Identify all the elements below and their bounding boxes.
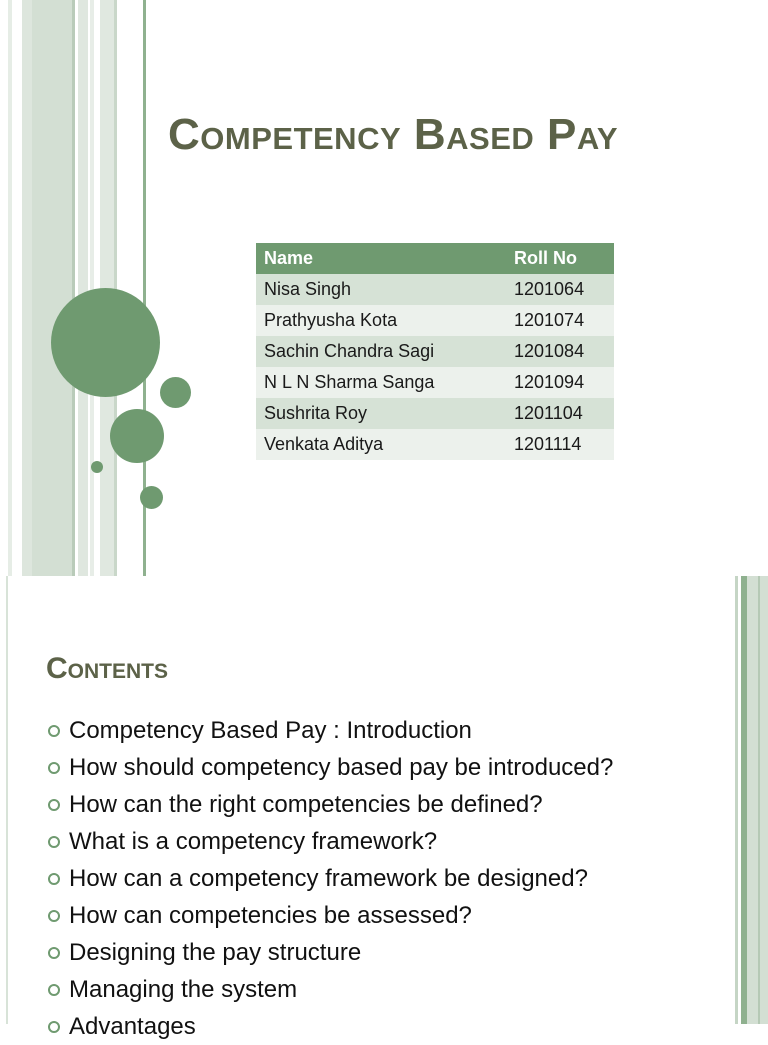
slide-title: Competency Based Pay: [168, 110, 619, 159]
cell-name: Sachin Chandra Sagi: [256, 336, 506, 367]
list-item-text: What is a competency framework?: [69, 828, 438, 855]
decorative-circle-tiny: [91, 461, 103, 473]
list-item: [46, 897, 726, 934]
list-item: [46, 934, 726, 971]
list-item-text: How should competency based pay be introduced?: [69, 754, 614, 781]
cell-name: Sushrita Roy: [256, 398, 506, 429]
contents-title: Contents: [46, 652, 168, 685]
list-item: [46, 749, 726, 786]
bullet-circle-icon: [48, 910, 60, 922]
cell-roll-no: 1201114: [506, 429, 614, 460]
cell-name: Nisa Singh: [256, 274, 506, 305]
decorative-circle-small: [160, 377, 191, 408]
list-item-text: Managing the system: [69, 976, 298, 1003]
list-item-text: Advantages: [69, 1013, 196, 1040]
bullet-circle-icon: [48, 836, 60, 848]
list-item: [46, 786, 726, 823]
cell-roll-no: 1201094: [506, 367, 614, 398]
column-header-name: Name: [256, 243, 506, 274]
cell-name: Venkata Aditya: [256, 429, 506, 460]
contents-list: [46, 712, 726, 1045]
student-roster-table: [256, 243, 614, 460]
decorative-circle-small-2: [140, 486, 163, 509]
table-row: [256, 429, 614, 460]
decorative-circle-medium: [110, 409, 164, 463]
table-row: [256, 398, 614, 429]
bullet-circle-icon: [48, 725, 60, 737]
cell-name: N L N Sharma Sanga: [256, 367, 506, 398]
bullet-circle-icon: [48, 799, 60, 811]
table-row: [256, 336, 614, 367]
list-item-text: How can competencies be assessed?: [69, 902, 472, 929]
table-row: [256, 305, 614, 336]
list-item: [46, 1008, 726, 1045]
list-item: [46, 971, 726, 1008]
list-item: [46, 823, 726, 860]
table-row: [256, 274, 614, 305]
bullet-circle-icon: [48, 873, 60, 885]
list-item-text: How can a competency framework be designed?: [69, 865, 588, 892]
list-item-text: Competency Based Pay : Introduction: [69, 717, 472, 744]
decorative-circle-large: [51, 288, 160, 397]
list-item-text: How can the right competencies be defined?: [69, 791, 543, 818]
table-header-row: [256, 243, 614, 274]
bullet-circle-icon: [48, 1021, 60, 1033]
cell-roll-no: 1201074: [506, 305, 614, 336]
cell-roll-no: 1201084: [506, 336, 614, 367]
bullet-circle-icon: [48, 947, 60, 959]
column-header-roll-no: Roll No: [506, 243, 614, 274]
cell-name: Prathyusha Kota: [256, 305, 506, 336]
contents-slide: [0, 576, 768, 1040]
list-item: [46, 712, 726, 749]
cell-roll-no: 1201104: [506, 398, 614, 429]
table-row: [256, 367, 614, 398]
list-item-text: Designing the pay structure: [69, 939, 362, 966]
bullet-circle-icon: [48, 984, 60, 996]
list-item: [46, 860, 726, 897]
cell-roll-no: 1201064: [506, 274, 614, 305]
bullet-circle-icon: [48, 762, 60, 774]
